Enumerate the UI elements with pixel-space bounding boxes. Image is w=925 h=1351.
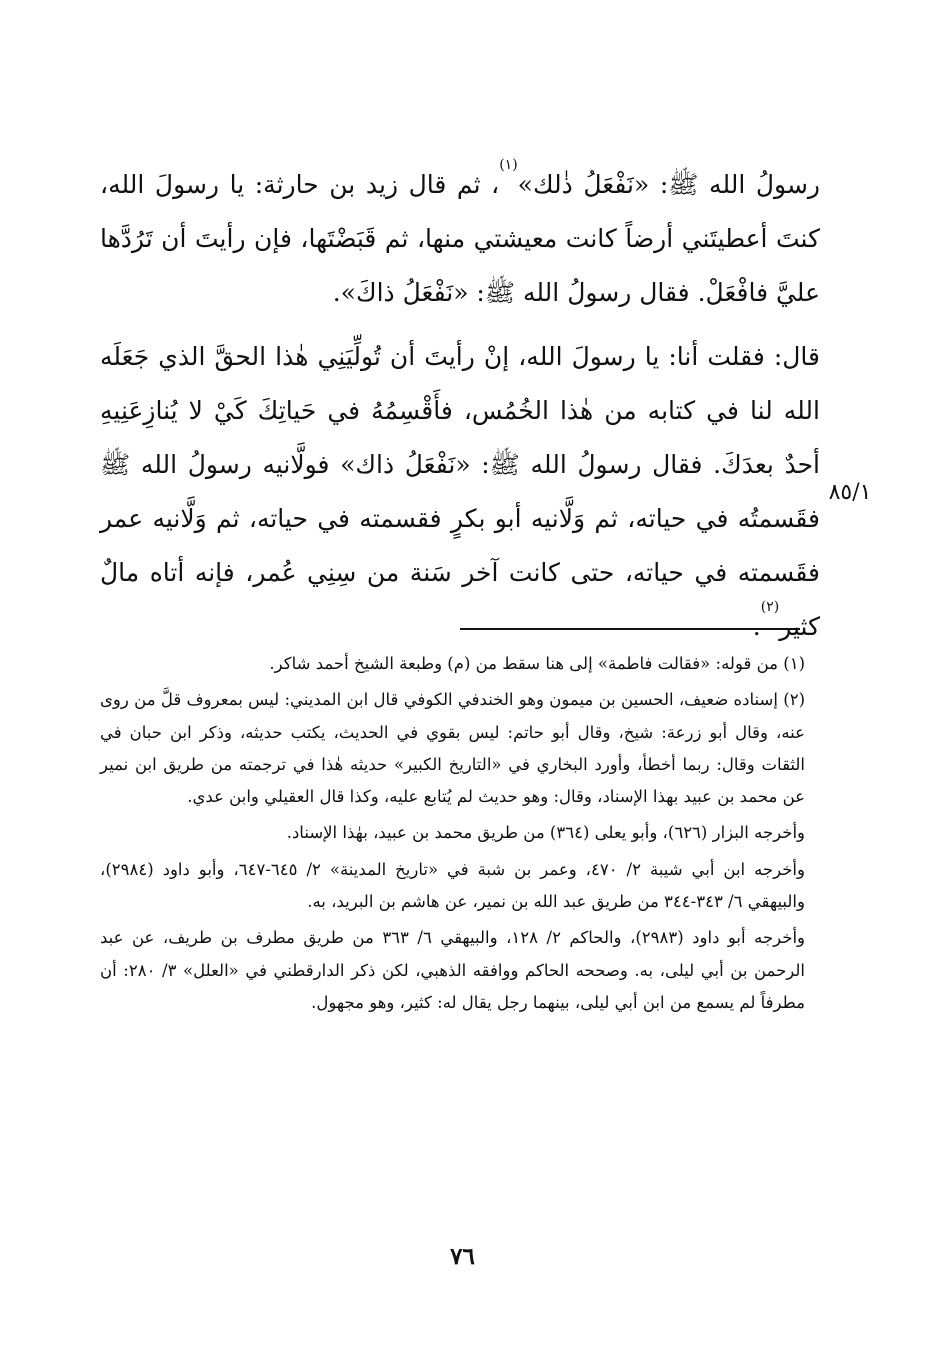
footnote-2-takhrij-3: وأخرجه أبو داود (٢٩٨٣)، والحاكم ٢/ ١٢٨، والبيهقي ٦/ ٣٦٣ من طريق مطرف بن طريف، عن عبد الرحمن بن أبي ليلى، به. وصححه الحاكم ووافقه الذهبي، لكن ذكر الدارقطني في «العلل» ٣/ ٢٨٠: أن مطرفاً لم يسمع من ابن أبي ليلى، بينهما رجل يقال له: كثير، وهو مجهول. [100, 928, 806, 1012]
footnote-2: (٢) إسناده ضعيف، الحسين بن ميمون وهو الخندفي الكوفي قال ابن المديني: ليس بمعروف قلَّ من روى عنه، وقال أبو زرعة: شيخ، وقال أبو حاتم: ليس بقوي في الحديث، يكتب حديثه، وذكر ابن حبان في الثقات وقال: ربما أخطأ، وأورد البخاري في «التاريخ الكبير» حديثه هٰذا في ترجمته من طريق ابن نمير عن محمد بن عبيد بهذا الإسناد، وقال: وهو حديث لم يُتابع عليه، وكذا قال العقيلي وابن عدي. [100, 690, 805, 807]
footnote-ref-2[interactable]: (٢) [760, 599, 780, 615]
main-paragraph-1 [100, 158, 820, 320]
footnote-ref-1[interactable]: (١) [499, 157, 518, 173]
main-text [100, 158, 820, 654]
footnote-1: (١) من قوله: «فقالت فاطمة» إلى هنا سقط من (م) وطبعة الشيخ أحمد شاكر. [269, 654, 805, 673]
footnote-separator [460, 628, 800, 630]
margin-reference: ٨٥/١ [828, 480, 872, 505]
main-paragraph-2 [100, 330, 820, 654]
page-number: ٧٦ [450, 1243, 475, 1270]
paragraph-2-end: . [752, 612, 761, 641]
paragraph-1-rest: ، ثم قال زيد بن حارثة: يا رسولَ الله، كنتَ أعطيتَني أرضاً كانت معيشتي منها، ثم قَبَضْتَها، فإن رأيتَ أن تَرُدَّها عليَّ فافْعَلْ. فقال رسولُ الله ﷺ: «نَفْعَلُ ذاكَ». [100, 170, 820, 307]
footnotes [100, 648, 805, 1019]
paragraph-2-text: قال: فقلت أنا: يا رسولَ الله، إنْ رأيتَ أن تُولِّيَنِي هٰذا الحقَّ الذي جَعَلَه الله لنا في كتابه من هٰذا الخُمُس، فأَقْسِمُهُ في حَياتِكَ كَيْ لا يُنازِعَنِيهِ أحدٌ بعدَكَ. فقال رسولُ الله ﷺ: «نَفْعَلُ ذاك» فولَّانيه رسولُ الله ﷺ فقَسمتُه في حياته، ثم وَلَّانيه أبو بكرٍ فقسمته في حياته، ثم وَلَّانيه عمر فقَسمته في حياته، حتى كانت آخر سَنة من سِنِي عُمر، فإنه أتاه مالٌ كثير [100, 342, 820, 641]
paragraph-1-text: رسولُ الله ﷺ: «نَفْعَلُ ذٰلك» [517, 170, 820, 199]
footnote-2-takhrij-2: وأخرجه ابن أبي شيبة ٢/ ٤٧٠، وعمر بن شبة في «تاريخ المدينة» ٢/ ٦٤٥-٦٤٧، وأبو داود (٢٩٨٤)، والبيهقي ٦/ ٣٤٣-٣٤٤ من طريق عبد الله بن نمير، عن هاشم بن البريد، به. [100, 859, 805, 912]
footnote-2-takhrij-1: وأخرجه البزار (٦٢٦)، وأبو يعلى (٣٦٤) من طريق محمد بن عبيد، بهٰذا الإسناد. [286, 823, 805, 843]
